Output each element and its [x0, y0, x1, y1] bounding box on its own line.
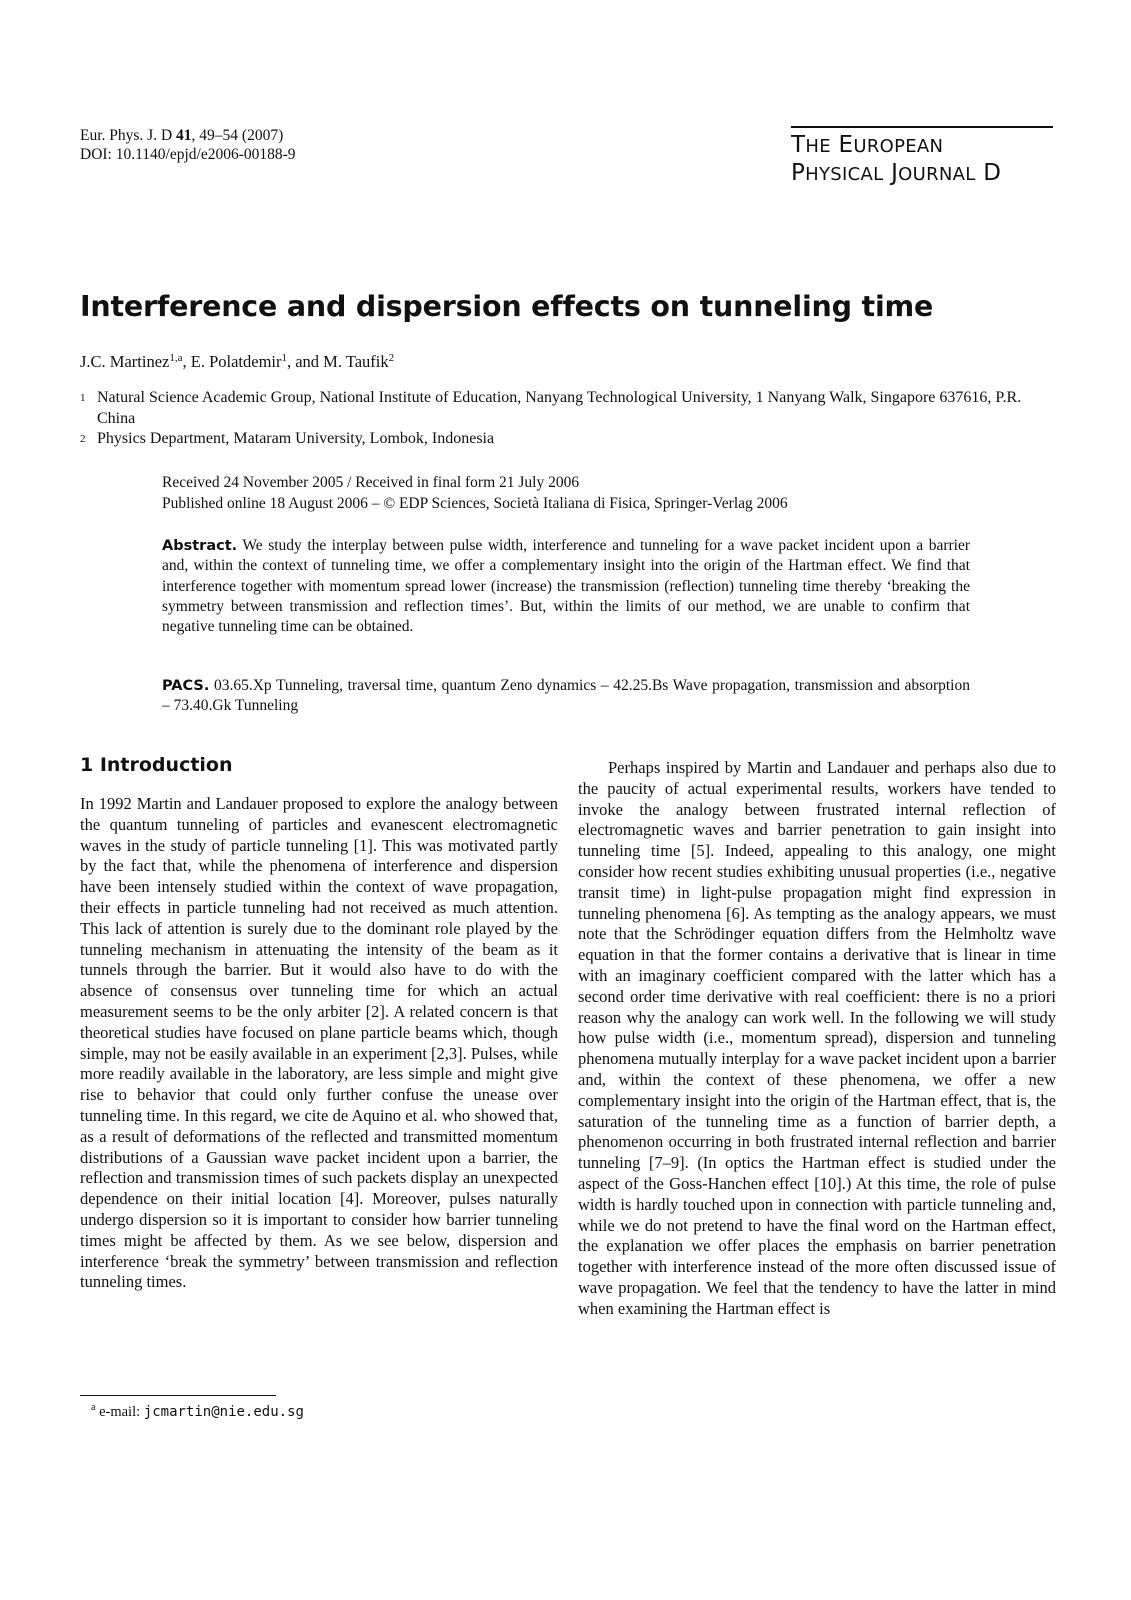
citation-line	[80, 126, 296, 145]
published-date: Published online 18 August 2006 – © EDP Sciences, Società Italiana di Fisica, Springer-Verlag 2006	[162, 494, 788, 512]
author-3-affiliation-mark: 2	[388, 352, 395, 364]
affiliation	[80, 388, 1037, 429]
citation-volume: 41	[176, 127, 192, 144]
affiliation	[80, 429, 1037, 450]
received-date: Received 24 November 2005 / Received in final form 21 July 2006	[162, 474, 580, 491]
footnote-mark: a	[91, 1402, 96, 1413]
author-1: J.C. Martinez	[80, 352, 170, 371]
author-3: , and M. Taufik	[286, 352, 389, 371]
publication-dates	[162, 473, 788, 514]
journal-citation	[80, 126, 296, 164]
affiliation-text: Natural Science Academic Group, National Institute of Education, Nanyang Technological University, 1 Nanyang Walk, Singapore 637616, P.R. China	[97, 389, 1022, 427]
paper-title: Interference and dispersion effects on tunneling time	[80, 290, 934, 323]
footnote	[91, 1404, 304, 1421]
journal-brand	[791, 126, 1053, 188]
abstract-text: We study the interplay between pulse width, interference and tunneling for a wave packet incident upon a barrier and, within the context of tunneling time, we offer a complementary insight into the origin of the Hartman effect. We find that interference together with momentum spread lower (increase) the transmission (reflection) tunneling time thereby ‘breaking the symmetry between transmission and reflection times’. But, within the limits of our method, we are unable to confirm that negative tunneling time can be obtained.	[162, 537, 970, 636]
pacs-codes	[162, 676, 970, 717]
journal-name-line-1: THE EUROPEAN	[791, 132, 944, 158]
body-text-right-column: Perhaps inspired by Martin and Landauer and perhaps also due to the paucity of actual experimental results, workers have tended to invoke the analogy between frustrated internal reflection of electromagnetic waves and barrier penetration to gain insight into tunneling time [5]. Indeed, appealing to this analogy, one might consider how recent studies exhibiting unusual properties (i.e., negative transit time) in light-pulse propagation might find expression in tunneling phenomena [6]. As tempting as the analogy appears, we must note that the Schrödinger equation differs from the Helmholtz wave equation in that the former contains a derivative that is linear in time with an imaginary coefficient compared with the latter which has a second order time derivative with real coefficient: there is no a priori reason why the analogy can work well. In the following we will study how pulse width (i.e., momentum spread), dispersion and tunneling phenomena mutually interplay for a wave packet incident upon a barrier and, within the context of these phenomena, we offer a new complementary insight into the origin of the Hartman effect, that is, the saturation of the tunneling time as a function of barrier depth, a phenomenon occurring in both frustrated internal reflection and barrier tunneling [7–9]. (In optics the Hartman effect is studied under the aspect of the Goss-Hanchen effect [10].) At this time, the role of pulse width is hardly touched upon in connection with particle tunneling and, while we do not pretend to have the final word on the Hartman effect, the explanation we offer places the emphasis on barrier penetration together with interference instead of the more often discussed issue of wave propagation. We feel that the tendency to have the latter in mind when examining the Hartman effect is	[578, 758, 1056, 1318]
author-2-affiliation-mark: 1	[281, 352, 287, 364]
footnote-label: e-mail:	[99, 1404, 144, 1420]
affiliation-number: 2	[80, 433, 86, 445]
affiliation-text: Physics Department, Mataram University, Lombok, Indonesia	[97, 430, 495, 447]
author-1-affiliation-mark: 1,a	[169, 352, 183, 364]
citation-pages-year: , 49–54 (2007)	[191, 127, 284, 144]
body-text-left-column: In 1992 Martin and Landauer proposed to explore the analogy between the quantum tunneling of particles and evanescent electromagnetic waves in the study of particle tunneling [1]. This was motivated partly by the fact that, while the phenomena of interference and dispersion have been intensely studied within the context of wave propagation, their effects in particle tunneling had not received as much attention. This lack of attention is surely due to the dominant role played by the tunneling mechanism in attenuating the intensity of the beam as it tunnels through the barrier. But it would also have to do with the absence of consensus over tunneling time for which an actual measurement seems to be the only arbiter [2]. A related concern is that theoretical studies have focused on plane particle beams which, though simple, may not be easily available in an experiment [2,3]. Pulses, while more readily available in the laboratory, are less simple and might give rise to behavior that could only further confuse the unease over tunneling time. In this regard, we cite de Aquino et al. who showed that, as a result of deformations of the reflected and transmitted momentum distributions of a Gaussian wave packet incident upon a barrier, the reflection and transmission times of such packets display an unexpected dependence on their initial location [4]. Moreover, pulses naturally undergo dispersion so it is important to consider how barrier tunneling times might be affected by them. As we see below, dispersion and interference ‘break the symmetry’ between transmission and reflection tunneling times.	[80, 794, 558, 1292]
affiliation-number: 1	[80, 392, 86, 404]
contact-email: jcmartin@nie.edu.sg	[143, 1404, 304, 1420]
pacs-label: PACS.	[162, 678, 210, 694]
pacs-text: 03.65.Xp Tunneling, traversal time, quantum Zeno dynamics – 42.25.Bs Wave propagation, transmission and absorption – 73.40.Gk Tunneling	[162, 677, 970, 715]
author-2: , E. Polatdemir	[182, 352, 282, 371]
abstract	[162, 536, 970, 637]
section-heading: 1 Introduction	[80, 754, 233, 776]
citation-prefix: Eur. Phys. J. D	[80, 127, 177, 144]
journal-name-line-2: PHYSICAL JOURNAL D	[791, 160, 1002, 186]
footnote-divider	[80, 1395, 276, 1396]
abstract-label: Abstract.	[162, 538, 238, 554]
doi: DOI: 10.1140/epjd/e2006-00188-9	[80, 146, 296, 163]
author-list	[80, 352, 394, 372]
